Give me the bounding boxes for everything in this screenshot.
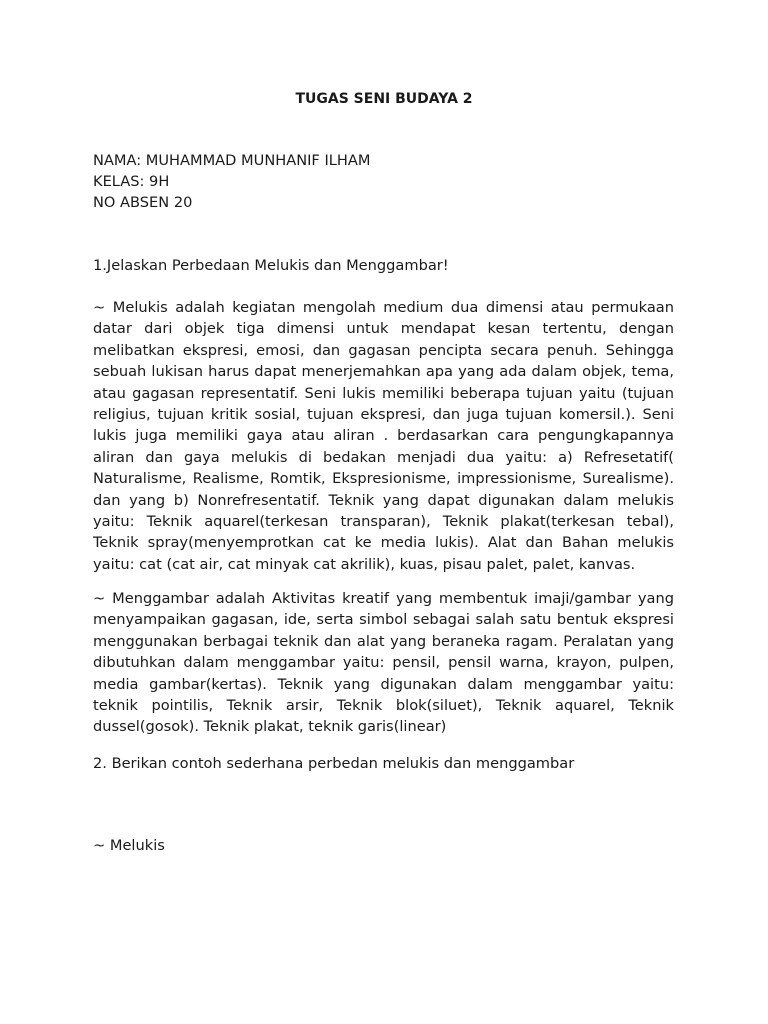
student-absen: NO ABSEN 20 [93,194,193,211]
answer-2-melukis-heading: ~ Melukis [93,837,165,854]
answer-1-menggambar-paragraph: ~ Menggambar adalah Aktivitas kreatif yang membentuk imaji/gambar yang menyampaikan gagasan, ide, serta simbol sebagai salah satu bentuk ekspresi menggunakan berbagai teknik dan alat yang beraneka ragam. Peralatan yang dibutuhkan dalam menggambar yaitu: pensil, pensil warna, krayon, pulpen, media gambar(kertas). Teknik yang digunakan dalam menggambar yaitu: teknik pointilis, Teknik arsir, Teknik blok(siluet), Teknik aquarel, Teknik dussel(gosok). Teknik plakat, teknik garis(linear) [93,590,674,736]
question-1: 1.Jelaskan Perbedaan Melukis dan Menggambar! [93,257,449,274]
student-name: NAMA: MUHAMMAD MUNHANIF ILHAM [93,152,371,169]
document-title: TUGAS SENI BUDAYA 2 [295,91,473,107]
question-2: 2. Berikan contoh sederhana perbedan melukis dan menggambar [93,755,575,772]
student-class: KELAS: 9H [93,173,170,190]
answer-1-melukis-paragraph: ~ Melukis adalah kegiatan mengolah medium dua dimensi atau permukaan datar dari objek tiga dimensi untuk mendapat kesan tertentu, dengan melibatkan ekspresi, emosi, dan gagasan pencipta secara penuh. Sehingga sebuah lukisan harus dapat menerjemahkan apa yang ada dalam objek, tema, atau gagasan representatif. Seni lukis memiliki beberapa tujuan yaitu (tujuan religius, tujuan kritik sosial, tujuan ekspresi, dan juga tujuan komersil.). Seni lukis juga memiliki gaya atau aliran . berdasarkan cara pengungkapannya aliran dan gaya melukis di bedakan menjadi dua yaitu: a) Refresetatif( Naturalisme, Realisme, Romtik, Ekspresionisme, impressionisme, Surealisme). dan yang b) Nonrefresentatif. Teknik yang dapat digunakan dalam melukis yaitu: Teknik aquarel(terkesan transparan), Teknik plakat(terkesan tebal), Teknik spray(menyemprotkan cat ke media lukis). Alat dan Bahan melukis yaitu: cat (cat air, cat minyak cat akrilik), kuas, pisau palet, palet, kanvas. [93,299,674,573]
